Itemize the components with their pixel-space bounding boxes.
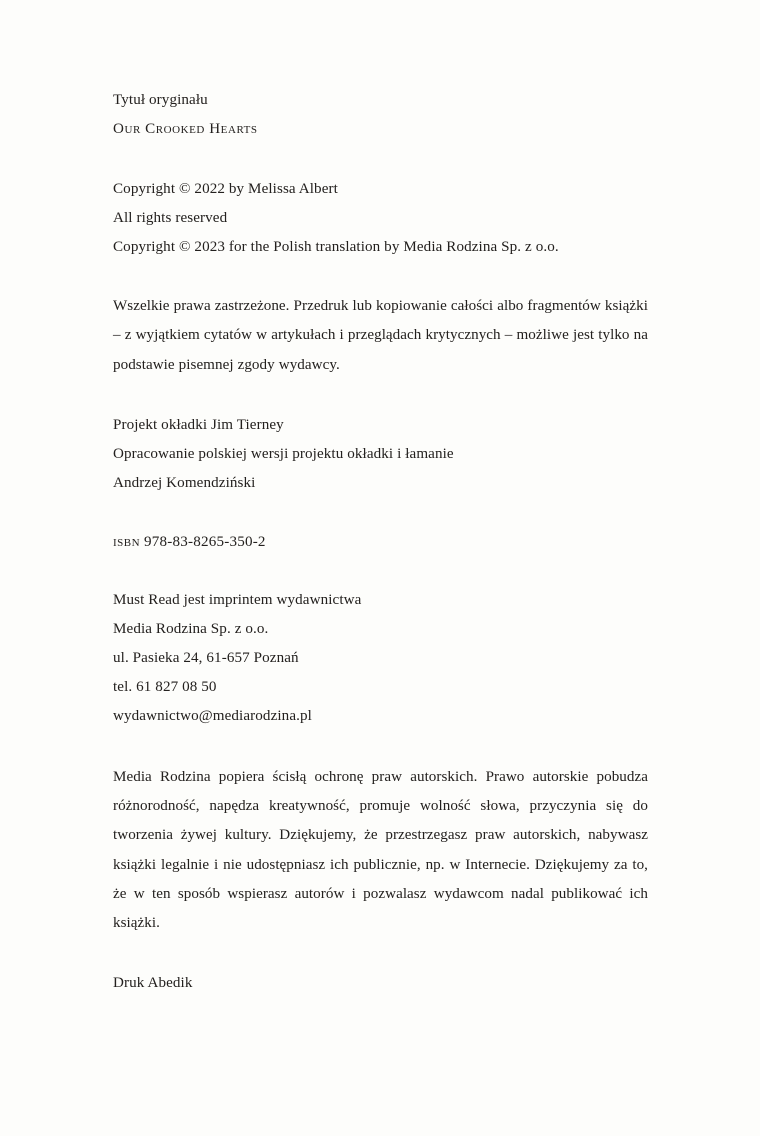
publisher-email-line: wydawnictwo@mediarodzina.pl xyxy=(113,707,312,724)
copyright-line-translation: Copyright © 2023 for the Polish translation by Media Rodzina Sp. z o.o. xyxy=(113,239,559,255)
copyright-block xyxy=(113,175,648,262)
printer-line: Druk Abedik xyxy=(113,974,193,991)
isbn-block xyxy=(113,528,648,557)
isbn-label: isbn xyxy=(113,533,141,550)
copyright-notice-paragraph: Media Rodzina popiera ścisłą ochronę praw autorskich. Prawo autorskie pobudza różnorodność, napędza kreatywność, promuje wolność słowa, przyczynia się do tworzenia żywej kultury. Dziękujemy, że przestrzegasz praw autorskich, nabywasz książki legalnie i nie udostępniasz ich publicznie, np. w Internecie. Dziękujemy za to, że w ten sposób wspierasz autorów i pozwalasz wydawcom nadal publikować ich książki. xyxy=(113,768,648,932)
copyright-notice-block xyxy=(113,763,648,939)
original-title-label: Tytuł oryginału xyxy=(113,92,208,108)
publisher-name-line: Media Rodzina Sp. z o.o. xyxy=(113,620,269,637)
credits-block xyxy=(113,411,648,498)
isbn-value: 978-83-8265-350-2 xyxy=(144,533,266,550)
isbn-line xyxy=(113,528,648,557)
rights-reserved-block xyxy=(113,292,648,380)
credit-cover-designer: Projekt okładki Jim Tierney xyxy=(113,416,284,433)
publisher-address-line: ul. Pasieka 24, 61-657 Poznań xyxy=(113,649,299,666)
copyright-line-rights: All rights reserved xyxy=(113,210,228,226)
credit-typesetter: Andrzej Komendziński xyxy=(113,474,256,491)
copyright-line-author: Copyright © 2022 by Melissa Albert xyxy=(113,181,338,197)
printer-block xyxy=(113,969,648,998)
credit-polish-adaptation: Opracowanie polskiej wersji projektu okładki i łamanie xyxy=(113,445,454,462)
original-title-text: Our Crooked Hearts xyxy=(113,121,258,137)
publisher-imprint-line: Must Read jest imprintem wydawnictwa xyxy=(113,591,362,608)
original-title-block xyxy=(113,86,648,144)
rights-reserved-paragraph: Wszelkie prawa zastrzeżone. Przedruk lub kopiowanie całości albo fragmentów książki – z wyjątkiem cytatów w artykułach i przeglądach krytycznych – możliwe jest tylko na podstawie pisemnej zgody wydawcy. xyxy=(113,298,648,373)
publisher-contact-block xyxy=(113,586,648,731)
publisher-phone-line: tel. 61 827 08 50 xyxy=(113,678,217,695)
